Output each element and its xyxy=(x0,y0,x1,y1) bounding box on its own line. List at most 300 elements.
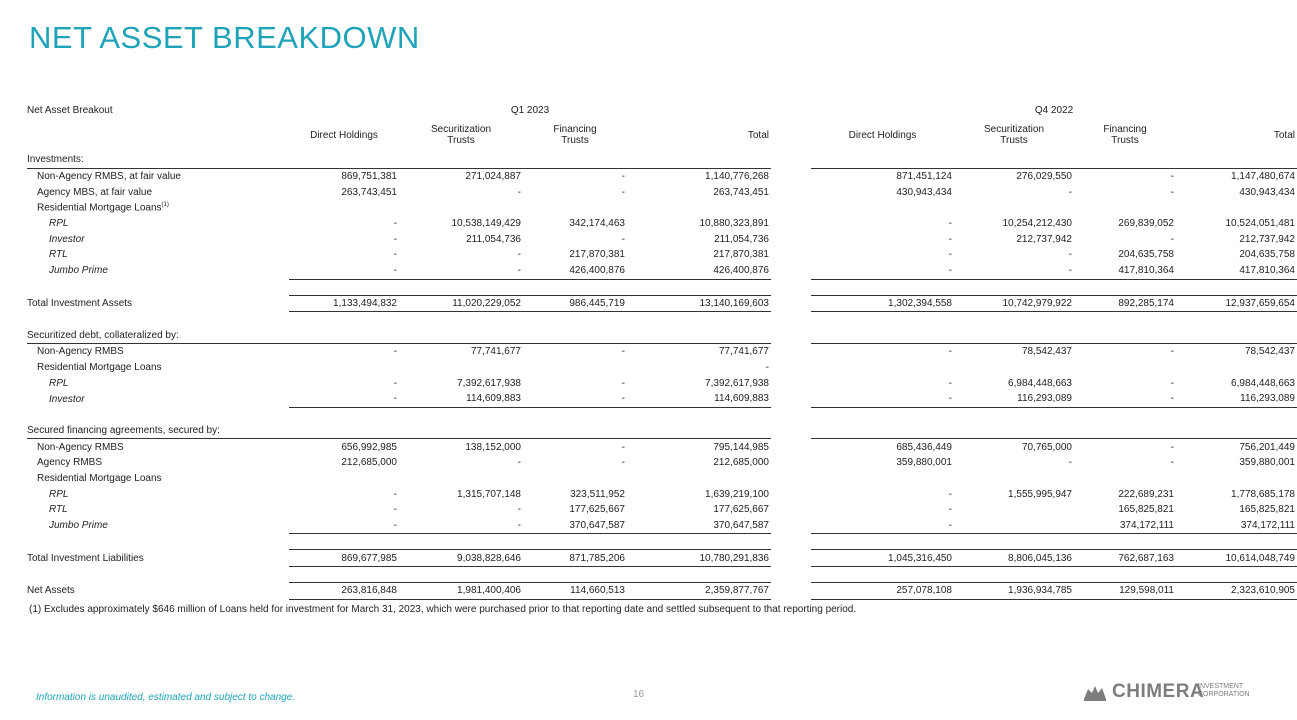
col-fin-line2: Trusts xyxy=(561,135,589,146)
spacer-cell xyxy=(771,118,811,152)
logo-name: CHIMERA xyxy=(1112,681,1205,702)
value-cell xyxy=(1074,360,1176,376)
row-label xyxy=(27,216,289,232)
value-cell xyxy=(399,200,523,216)
value-cell xyxy=(811,471,954,487)
value-cell: 11,020,229,052 xyxy=(399,295,523,312)
spacer-cell xyxy=(523,152,627,168)
row-label-text: Jumbo Prime xyxy=(49,520,108,532)
secured-financing-row xyxy=(27,518,1297,534)
value-cell: 263,743,451 xyxy=(341,186,397,198)
spacer-cell xyxy=(399,152,523,168)
value-cell: - xyxy=(517,186,521,198)
value-cell: 217,870,381 xyxy=(713,249,769,261)
value-cell: 871,785,206 xyxy=(523,550,627,567)
row-label-text: RPL xyxy=(49,218,69,230)
spacer-cell xyxy=(627,152,771,168)
spacer-cell xyxy=(771,439,811,455)
row-label xyxy=(27,247,289,263)
value-cell: 204,635,758 xyxy=(1239,249,1295,261)
spacer-cell xyxy=(811,327,954,343)
spacer-cell xyxy=(771,200,811,216)
value-cell: 10,880,323,891 xyxy=(699,218,769,230)
value-cell: 10,614,048,749 xyxy=(1176,550,1297,567)
value-cell: 212,685,000 xyxy=(713,457,769,469)
value-cell: - xyxy=(765,361,769,373)
spacer-cell xyxy=(771,152,811,168)
value-cell xyxy=(954,471,1074,487)
value-cell: 6,984,448,663 xyxy=(1231,377,1295,389)
value-cell: - xyxy=(811,518,954,534)
row-label-text: Agency MBS, at fair value xyxy=(37,186,153,198)
investment-row xyxy=(27,168,1297,184)
value-cell: 257,078,108 xyxy=(811,583,954,600)
row-label-text: Agency RMBS xyxy=(37,457,103,469)
value-cell: - xyxy=(1068,186,1072,198)
spacer-row xyxy=(27,312,1297,328)
spacer-cell xyxy=(771,471,811,487)
value-cell xyxy=(289,471,399,487)
value-cell: 323,511,952 xyxy=(570,488,625,500)
value-cell: 165,825,821 xyxy=(1239,504,1295,516)
value-cell: 177,625,667 xyxy=(713,504,769,516)
spacer-cell xyxy=(771,486,811,502)
value-cell xyxy=(523,360,627,376)
value-cell xyxy=(811,200,954,216)
spacer-cell xyxy=(523,423,627,439)
value-cell: 986,445,719 xyxy=(523,295,627,312)
value-cell: 370,647,587 xyxy=(523,518,627,534)
row-label xyxy=(27,502,289,518)
row-label xyxy=(27,471,289,487)
col-direct-holdings: Direct Holdings xyxy=(310,129,378,141)
row-label-text: Non-Agency RMBS xyxy=(37,346,124,358)
value-cell: 685,436,449 xyxy=(896,441,952,453)
value-cell: - xyxy=(948,377,952,389)
value-cell: 1,981,400,406 xyxy=(399,583,523,600)
value-cell: - xyxy=(621,233,625,245)
spacer-cell xyxy=(1074,327,1176,343)
corner-label: Net Asset Breakout xyxy=(27,104,113,116)
value-cell xyxy=(954,502,1074,518)
investment-row xyxy=(27,247,1297,263)
row-label-text: Total Investment Liabilities xyxy=(27,552,144,564)
investment-row xyxy=(27,184,1297,200)
value-cell xyxy=(954,360,1074,376)
secured-financing-row xyxy=(27,471,1297,487)
value-cell xyxy=(1176,471,1297,487)
section-label: Secured financing agreements, secured by: xyxy=(27,423,289,439)
value-cell: 1,147,480,674 xyxy=(1231,171,1295,183)
value-cell: 1,315,707,148 xyxy=(457,488,521,500)
value-cell: 430,943,434 xyxy=(896,186,952,198)
value-cell: 211,054,736 xyxy=(714,233,769,245)
spacer-cell xyxy=(627,423,771,439)
spacer-cell xyxy=(771,168,811,184)
footnote: (1) Excludes approximately $646 million of Loans held for investment for March 31, 2023, which were purchased prior to that reporting date and settled subsequent to that reporting period. xyxy=(29,604,857,615)
col-fin-line1: Financing xyxy=(553,124,597,135)
page-number: 16 xyxy=(633,689,645,700)
value-cell: 359,880,001 xyxy=(896,457,952,469)
spacer-cell xyxy=(771,327,811,343)
value-cell: 869,677,985 xyxy=(289,550,399,567)
value-cell: 892,285,174 xyxy=(1074,295,1176,312)
spacer-cell xyxy=(27,118,289,152)
value-cell: 756,201,449 xyxy=(1239,441,1295,453)
spacer-row xyxy=(27,534,1297,550)
value-cell: 70,765,000 xyxy=(1021,441,1072,453)
value-cell: - xyxy=(393,377,397,389)
value-cell: 1,045,316,450 xyxy=(811,550,954,567)
value-cell: 869,751,381 xyxy=(341,171,397,183)
total-investment-assets-row xyxy=(27,295,1297,312)
spacer-cell xyxy=(771,550,811,567)
value-cell xyxy=(1074,200,1176,216)
value-cell: 10,742,979,922 xyxy=(954,295,1074,312)
spacer-cell xyxy=(399,327,523,343)
value-cell: 7,392,617,938 xyxy=(705,377,769,389)
value-cell: - xyxy=(621,441,625,453)
value-cell: 1,936,934,785 xyxy=(954,583,1074,600)
value-cell: 374,172,111 xyxy=(1074,518,1176,534)
spacer-cell xyxy=(771,216,811,232)
spacer-cell xyxy=(289,423,399,439)
value-cell: 426,400,876 xyxy=(627,263,771,279)
value-cell xyxy=(289,200,399,216)
value-cell: 342,174,463 xyxy=(569,218,625,230)
value-cell: 114,609,883 xyxy=(627,391,771,407)
logo-sub-line-2: CORPORATION xyxy=(1198,691,1250,698)
col-securitization-trusts xyxy=(399,118,523,152)
value-cell xyxy=(1176,200,1297,216)
col-sec-line2: Trusts xyxy=(447,135,475,146)
value-cell: - xyxy=(621,186,625,198)
row-label xyxy=(27,375,289,391)
investment-row xyxy=(27,263,1297,279)
value-cell: 212,685,000 xyxy=(341,457,397,469)
value-cell: 2,359,877,767 xyxy=(627,583,771,600)
value-cell: 222,689,231 xyxy=(1118,488,1174,500)
spacer-cell xyxy=(771,231,811,247)
spacer-cell xyxy=(1176,327,1297,343)
logo-subtitle xyxy=(1198,683,1250,699)
value-cell: - xyxy=(399,518,523,534)
value-cell: 8,806,045,136 xyxy=(954,550,1074,567)
spacer-row xyxy=(27,279,1297,295)
spacer-cell xyxy=(1074,152,1176,168)
value-cell xyxy=(627,200,771,216)
investment-row xyxy=(27,200,1297,216)
value-cell: - xyxy=(948,488,952,500)
value-cell xyxy=(811,360,954,376)
footer-disclaimer: Information is unaudited, estimated and subject to change. xyxy=(36,692,296,703)
col-fin-line2: Trusts xyxy=(1111,135,1139,146)
spacer-cell xyxy=(771,375,811,391)
securitized-debt-row xyxy=(27,360,1297,376)
value-cell: 10,780,291,836 xyxy=(627,550,771,567)
row-label xyxy=(27,486,289,502)
value-cell: 212,737,942 xyxy=(1239,233,1295,245)
period-q4-2022: Q4 2022 xyxy=(1034,104,1074,116)
value-cell: 417,810,364 xyxy=(1074,263,1176,279)
value-cell xyxy=(954,200,1074,216)
spacer-cell xyxy=(771,455,811,471)
investment-row xyxy=(27,216,1297,232)
row-label xyxy=(27,200,289,216)
value-cell: 77,741,677 xyxy=(718,346,769,358)
row-label-text: Residential Mortgage Loans xyxy=(37,202,162,214)
value-cell xyxy=(627,471,771,487)
value-cell: 78,542,437 xyxy=(1021,346,1072,358)
value-cell: 116,293,089 xyxy=(1176,391,1297,407)
value-cell: 9,038,828,646 xyxy=(399,550,523,567)
value-cell: 78,542,437 xyxy=(1244,346,1295,358)
spacer-cell xyxy=(27,312,1297,328)
value-cell: 212,737,942 xyxy=(1016,233,1072,245)
spacer-cell xyxy=(399,423,523,439)
value-cell: - xyxy=(1170,441,1174,453)
spacer-row xyxy=(27,567,1297,583)
value-cell: - xyxy=(517,504,521,516)
value-cell: - xyxy=(393,504,397,516)
value-cell: 1,302,394,558 xyxy=(811,295,954,312)
company-logo xyxy=(1082,681,1257,705)
value-cell: 871,451,124 xyxy=(896,171,952,183)
value-cell: - xyxy=(621,457,625,469)
value-cell xyxy=(1176,360,1297,376)
spacer-cell xyxy=(954,152,1074,168)
value-cell: 12,937,659,654 xyxy=(1176,295,1297,312)
row-label xyxy=(27,231,289,247)
value-cell xyxy=(954,518,1074,534)
value-cell: - xyxy=(393,233,397,245)
period-q1-2023: Q1 2023 xyxy=(510,104,550,116)
col-sec-line1: Securitization xyxy=(430,124,492,135)
value-cell: - xyxy=(948,504,952,516)
row-label xyxy=(27,360,289,376)
value-cell: 1,639,219,100 xyxy=(705,488,769,500)
row-label xyxy=(27,518,289,534)
value-cell: - xyxy=(517,249,521,261)
spacer-cell xyxy=(771,502,811,518)
securitized-debt-row xyxy=(27,391,1297,407)
spacer-cell xyxy=(771,391,811,407)
spacer-cell xyxy=(954,327,1074,343)
value-cell: 10,524,051,481 xyxy=(1225,218,1295,230)
spacer-cell xyxy=(627,327,771,343)
spacer-cell xyxy=(289,327,399,343)
row-label-text: Residential Mortgage Loans xyxy=(37,473,162,485)
header-period-row xyxy=(27,102,1297,118)
value-cell: - xyxy=(948,218,952,230)
spacer-cell xyxy=(771,295,811,312)
row-label xyxy=(27,391,289,407)
value-cell: - xyxy=(621,346,625,358)
value-cell: 359,880,001 xyxy=(1239,457,1295,469)
footnote-marker: (1) xyxy=(161,202,169,209)
row-label xyxy=(27,583,289,600)
value-cell: - xyxy=(1170,457,1174,469)
spacer-cell xyxy=(289,152,399,168)
value-cell: 795,144,985 xyxy=(713,441,769,453)
header-columns-row xyxy=(27,118,1297,152)
col-fin-line1: Financing xyxy=(1103,124,1147,135)
value-cell: - xyxy=(399,263,523,279)
value-cell: 217,870,381 xyxy=(569,249,625,261)
value-cell: - xyxy=(621,377,625,389)
value-cell: 10,254,212,430 xyxy=(1002,218,1072,230)
value-cell: 417,810,364 xyxy=(1176,263,1297,279)
value-cell: 271,024,887 xyxy=(465,171,521,183)
value-cell: - xyxy=(1068,249,1072,261)
row-label-text: Residential Mortgage Loans xyxy=(37,361,162,373)
value-cell: - xyxy=(948,249,952,261)
col-financing-trusts xyxy=(523,118,627,152)
row-label-text: Total Investment Assets xyxy=(27,297,133,309)
value-cell: - xyxy=(1170,233,1174,245)
value-cell: - xyxy=(289,263,399,279)
col-financing-trusts xyxy=(1074,118,1176,152)
row-label xyxy=(27,343,289,359)
page-title: NET ASSET BREAKDOWN xyxy=(29,20,420,55)
securitized-debt-row xyxy=(27,375,1297,391)
row-label xyxy=(27,439,289,455)
value-cell: - xyxy=(289,518,399,534)
value-cell: 204,635,758 xyxy=(1118,249,1174,261)
secured-financing-heading-row xyxy=(27,423,1297,439)
value-cell: 370,647,587 xyxy=(627,518,771,534)
row-label-text: Investor xyxy=(49,233,85,245)
spacer-cell xyxy=(27,534,1297,550)
section-label: Investments: xyxy=(27,152,289,168)
spacer-cell xyxy=(1176,152,1297,168)
spacer-cell xyxy=(27,407,1297,423)
row-label xyxy=(27,455,289,471)
value-cell: 1,140,776,268 xyxy=(705,171,769,183)
value-cell: 263,816,848 xyxy=(289,583,399,600)
net-asset-table xyxy=(27,102,1297,600)
value-cell xyxy=(523,471,627,487)
row-label-text: Net Assets xyxy=(27,585,75,597)
row-label xyxy=(27,168,289,184)
row-label-text: Jumbo Prime xyxy=(49,265,108,277)
value-cell xyxy=(523,200,627,216)
value-cell xyxy=(399,471,523,487)
secured-financing-row xyxy=(27,439,1297,455)
value-cell: - xyxy=(1074,391,1176,407)
spacer-cell xyxy=(771,263,811,279)
spacer-cell xyxy=(771,360,811,376)
value-cell: 13,140,169,603 xyxy=(627,295,771,312)
value-cell: - xyxy=(811,263,954,279)
spacer-cell xyxy=(771,184,811,200)
spacer-cell xyxy=(771,247,811,263)
value-cell: 116,293,089 xyxy=(954,391,1074,407)
value-cell: 114,609,883 xyxy=(399,391,523,407)
value-cell: - xyxy=(1068,457,1072,469)
spacer-cell xyxy=(771,583,811,600)
row-label-text: Non-Agency RMBS xyxy=(37,441,124,453)
row-label-text: Investor xyxy=(49,393,85,405)
col-sec-line1: Securitization xyxy=(983,124,1045,135)
chimera-emblem-icon xyxy=(1082,683,1108,703)
value-cell: 177,625,667 xyxy=(569,504,625,516)
value-cell: - xyxy=(393,218,397,230)
spacer-cell xyxy=(771,518,811,534)
value-cell: - xyxy=(393,249,397,261)
value-cell: - xyxy=(523,391,627,407)
value-cell: 1,133,494,832 xyxy=(289,295,399,312)
spacer-cell xyxy=(954,423,1074,439)
row-label xyxy=(27,295,289,312)
securitized-debt-heading-row xyxy=(27,327,1297,343)
value-cell: 263,743,451 xyxy=(713,186,769,198)
col-total: Total xyxy=(747,129,769,141)
value-cell: 77,741,677 xyxy=(470,346,521,358)
spacer-row xyxy=(27,407,1297,423)
value-cell: 114,660,513 xyxy=(523,583,627,600)
spacer-cell xyxy=(771,343,811,359)
spacer-cell xyxy=(523,327,627,343)
value-cell: 211,054,736 xyxy=(466,233,521,245)
value-cell xyxy=(1074,471,1176,487)
col-sec-line2: Trusts xyxy=(1000,135,1028,146)
col-securitization-trusts xyxy=(954,118,1074,152)
value-cell: 374,172,111 xyxy=(1176,518,1297,534)
value-cell: - xyxy=(621,171,625,183)
value-cell: - xyxy=(393,488,397,500)
value-cell xyxy=(289,360,399,376)
value-cell: - xyxy=(1170,171,1174,183)
section-label: Securitized debt, collateralized by: xyxy=(27,327,289,343)
value-cell: 138,152,000 xyxy=(465,441,521,453)
row-label-text: Non-Agency RMBS, at fair value xyxy=(37,171,181,183)
value-cell: 426,400,876 xyxy=(523,263,627,279)
row-label-text: RTL xyxy=(49,249,68,261)
value-cell: 6,984,448,663 xyxy=(1008,377,1072,389)
value-cell: - xyxy=(393,346,397,358)
value-cell: 1,555,995,947 xyxy=(1008,488,1072,500)
net-assets-row xyxy=(27,583,1297,600)
value-cell: 2,323,610,905 xyxy=(1176,583,1297,600)
value-cell: - xyxy=(811,391,954,407)
value-cell: 10,538,149,429 xyxy=(451,218,521,230)
value-cell: - xyxy=(1170,346,1174,358)
value-cell: 7,392,617,938 xyxy=(457,377,521,389)
value-cell: - xyxy=(948,346,952,358)
value-cell: 129,598,011 xyxy=(1074,583,1176,600)
row-label-text: RPL xyxy=(49,377,69,389)
row-label xyxy=(27,263,289,279)
spacer-cell xyxy=(27,567,1297,583)
value-cell: 269,839,052 xyxy=(1118,218,1174,230)
value-cell: 762,687,163 xyxy=(1074,550,1176,567)
logo-sub-line-1: INVESTMENT xyxy=(1198,683,1244,690)
spacer-cell xyxy=(771,423,811,439)
spacer-cell xyxy=(771,102,811,118)
value-cell: - xyxy=(517,457,521,469)
value-cell: 165,825,821 xyxy=(1118,504,1174,516)
row-label-text: RTL xyxy=(49,504,68,516)
value-cell: - xyxy=(948,233,952,245)
col-total: Total xyxy=(1273,129,1295,141)
total-investment-liabilities-row xyxy=(27,550,1297,567)
investment-row xyxy=(27,231,1297,247)
securitized-debt-row xyxy=(27,343,1297,359)
spacer-cell xyxy=(1074,423,1176,439)
investments-heading-row xyxy=(27,152,1297,168)
value-cell: - xyxy=(289,391,399,407)
